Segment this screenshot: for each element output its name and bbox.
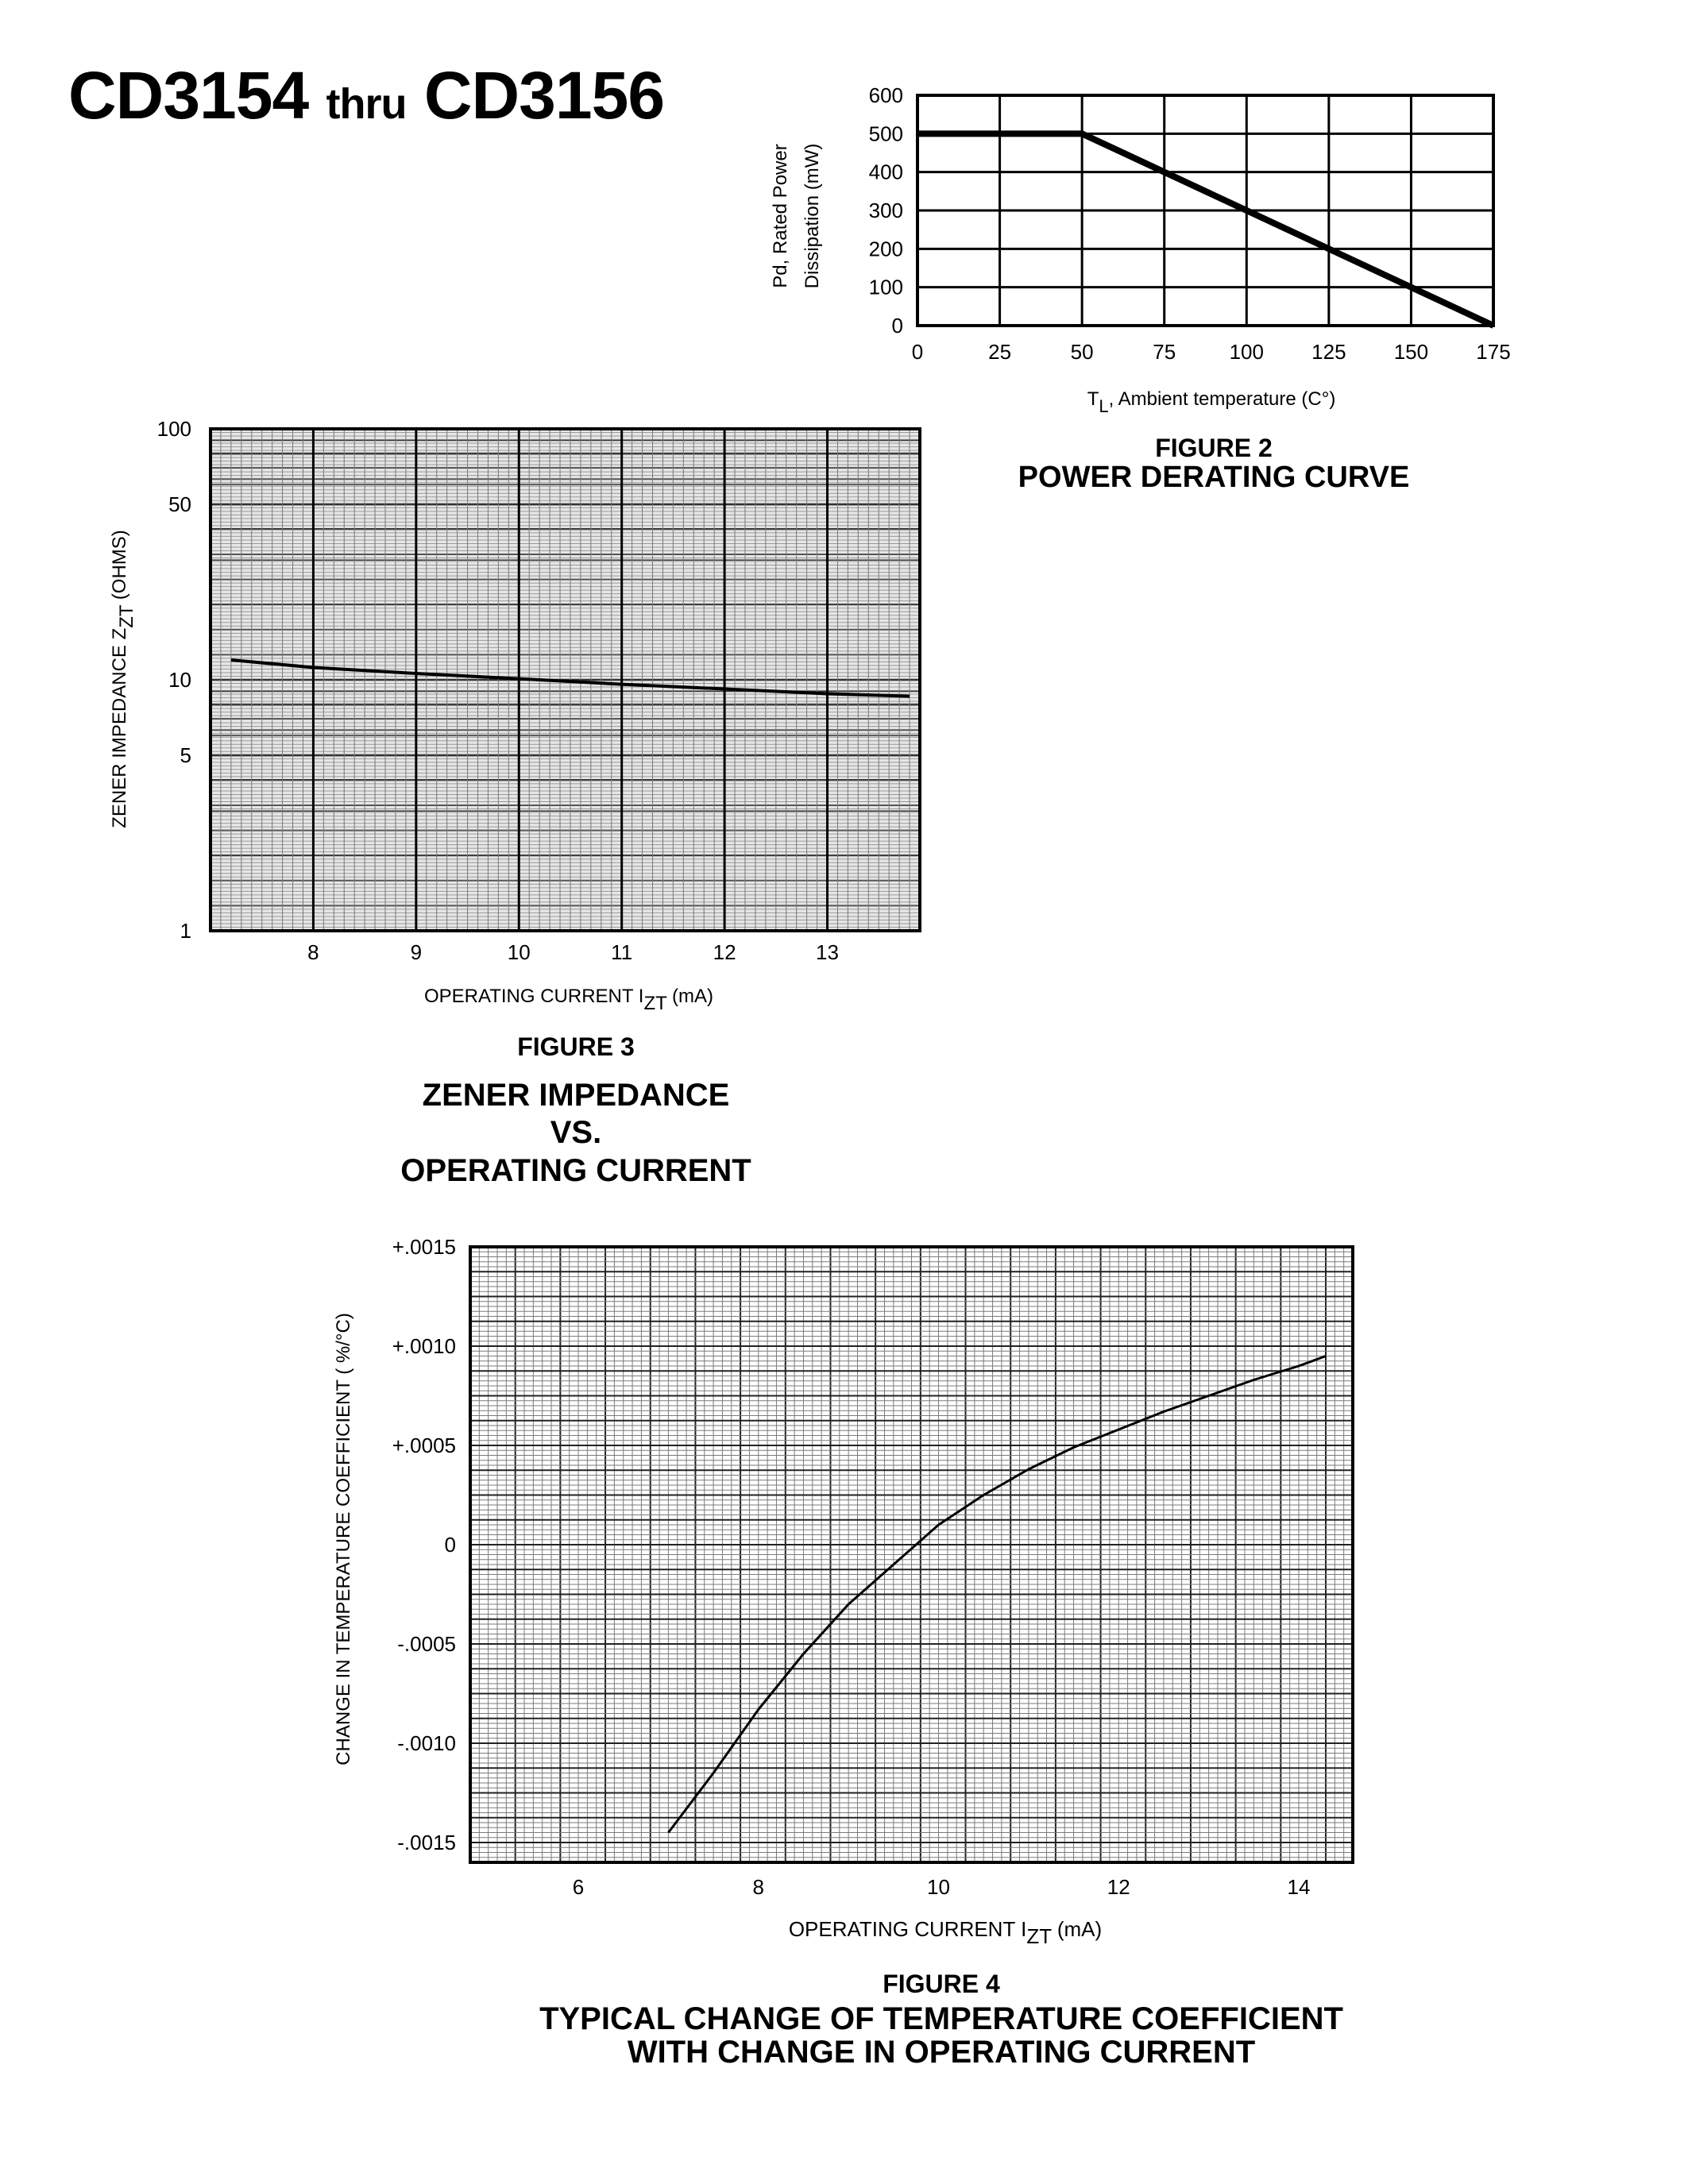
figure2-y-tick-label: 0 xyxy=(891,314,903,338)
figure2-x-tick-label: 0 xyxy=(911,340,924,364)
figure2-x-tick-label: 50 xyxy=(1070,340,1094,364)
figure2-tick-labels xyxy=(869,83,1511,364)
figure2-x-tick-label: 175 xyxy=(1476,340,1511,364)
title-part1: CD3154 xyxy=(68,58,309,133)
figure4-x-tick-label: 6 xyxy=(572,1875,585,1899)
figure3-y-tick-label: 50 xyxy=(168,492,191,517)
figure4-y-tick-label: +.0005 xyxy=(392,1433,456,1457)
figure2-chart xyxy=(0,0,1688,445)
title-thru: thru xyxy=(326,80,407,128)
figure3-x-tick-label: 8 xyxy=(307,940,319,964)
figure3-y-tick-label: 1 xyxy=(180,919,191,943)
figure4-y-label: CHANGE IN TEMPERATURE COEFFICIENT ( %/°C) xyxy=(333,1313,354,1765)
figure4-y-tick-label: 0 xyxy=(444,1533,456,1557)
figure2-series xyxy=(917,133,1493,326)
figure2-x-tick-label: 75 xyxy=(1153,340,1176,364)
figure4-x-label: OPERATING CURRENT IZT (mA) xyxy=(788,1917,1103,1948)
figure2-x-label: TL, Ambient temperature (C°) xyxy=(1087,388,1336,416)
figure3-chart xyxy=(0,397,993,1032)
figure2-y-tick-label: 100 xyxy=(868,275,903,299)
figure3-x-label: OPERATING CURRENT IZT (mA) xyxy=(423,986,714,1014)
figure2-x-tick-label: 25 xyxy=(988,340,1012,364)
figure4-x-tick-label: 14 xyxy=(1287,1875,1311,1899)
figure2-caption-title: POWER DERATING CURVE xyxy=(1018,461,1410,494)
figure2-grid xyxy=(917,95,1493,326)
figure2-y-label-line1: Pd, Rated Power xyxy=(770,144,791,288)
figure2-series-line xyxy=(917,133,1493,326)
figure4-y-tick-label: -.0015 xyxy=(397,1831,456,1854)
figure3-x-tick-label: 9 xyxy=(410,940,423,964)
figure4-y-tick-label: +.0015 xyxy=(392,1235,456,1259)
figure4-caption-number: FIGURE 4 xyxy=(883,1970,1000,1998)
figure4-x-tick-label: 8 xyxy=(752,1875,765,1899)
figure4-y-tick-label: -.0005 xyxy=(397,1632,456,1656)
figure3-y-label: ZENER IMPEDANCE ZZT (OHMS) xyxy=(109,530,137,828)
figure3-y-tick-label: 10 xyxy=(168,668,191,692)
figure3-x-tick-label: 11 xyxy=(611,940,633,964)
figure3-y-tick-label: 5 xyxy=(180,743,191,768)
figure4-y-tick-label: +.0010 xyxy=(392,1334,456,1358)
figure4-grid xyxy=(470,1247,1353,1862)
figure2-x-tick-label: 125 xyxy=(1311,340,1346,364)
figure2-y-label-line2: Dissipation (mW) xyxy=(802,143,823,289)
figure2-y-tick-label: 300 xyxy=(868,199,903,222)
figure3-x-tick-label: 12 xyxy=(713,940,736,964)
figure2-y-tick-label: 400 xyxy=(868,160,903,184)
figure3-x-tick-label: 10 xyxy=(507,940,531,964)
figure2-y-tick-label: 200 xyxy=(868,237,903,261)
figure2-x-tick-label: 100 xyxy=(1229,340,1264,364)
figure2-caption-number: FIGURE 2 xyxy=(1155,434,1273,462)
title-part2: CD3156 xyxy=(423,58,665,133)
figure2-y-tick-label: 500 xyxy=(868,122,903,146)
figure2-y-tick-label: 600 xyxy=(868,83,903,107)
figure3-y-tick-label: 100 xyxy=(156,417,191,441)
figure3-caption-line1: ZENER IMPEDANCE xyxy=(422,1078,730,1113)
figure3-x-tick-label: 13 xyxy=(816,940,839,964)
figure4-chart xyxy=(0,1223,1688,1954)
figure4-y-tick-label: -.0010 xyxy=(397,1731,456,1755)
figure4-caption-line1: TYPICAL CHANGE OF TEMPERATURE COEFFICIENT xyxy=(539,2001,1343,2036)
figure3-caption-line3: OPERATING CURRENT xyxy=(400,1153,751,1188)
figure4-x-tick-label: 12 xyxy=(1107,1875,1130,1899)
figure3-caption-line2: VS. xyxy=(550,1115,602,1150)
figure4-caption-line2: WITH CHANGE IN OPERATING CURRENT xyxy=(627,2035,1256,2070)
figure3-caption-number: FIGURE 3 xyxy=(517,1032,635,1061)
figure4-x-tick-label: 10 xyxy=(927,1875,950,1899)
figure2-x-tick-label: 150 xyxy=(1393,340,1429,364)
